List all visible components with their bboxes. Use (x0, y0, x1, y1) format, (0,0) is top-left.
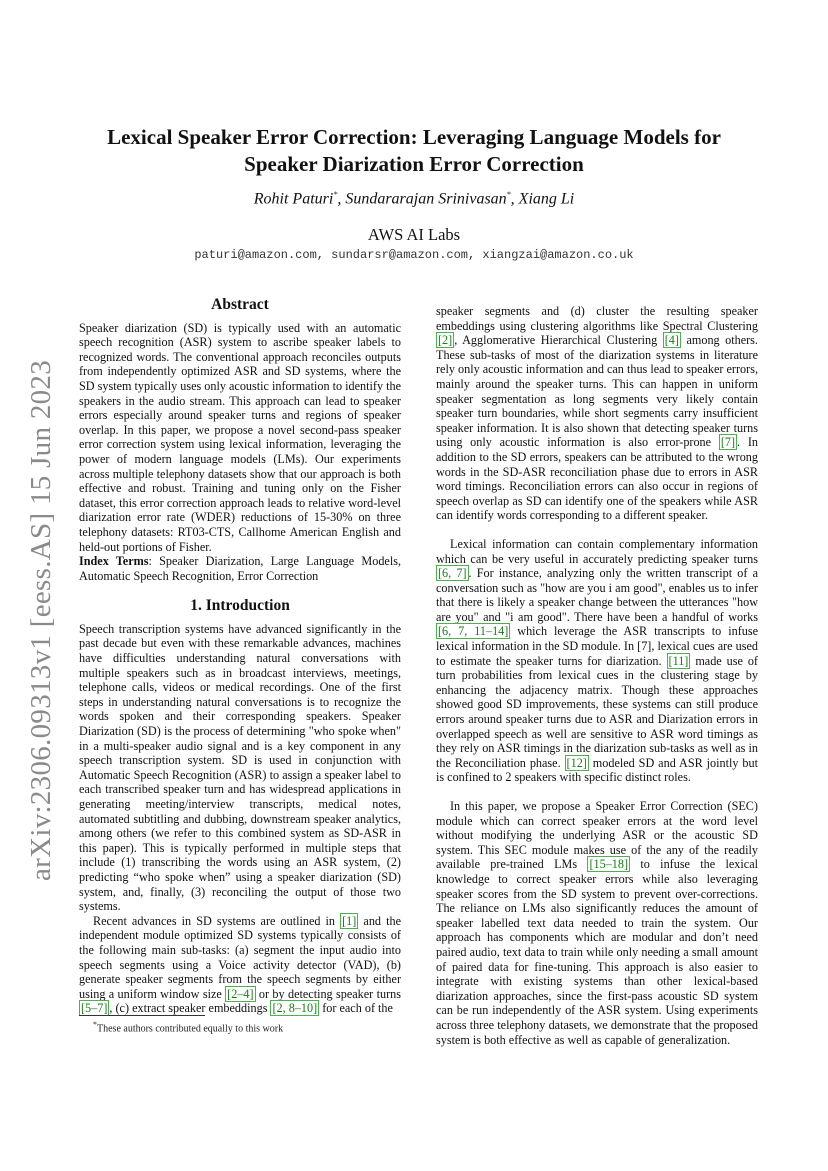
text-run: for each of the (319, 1001, 393, 1016)
text-run: made use of turn probabilities from lexical cues in the clustering stage by enhancing the adjacency matrix. Though these approaches showed good SD improvements, these systems can still produce errors around speaker turns due to ASR and Diarization errors in overlapped speech as well are sensitive to ASR word timings as they rely on ASR timings in the diarization sub-tasks as well as in the Reconciliation phase. (436, 653, 758, 770)
citation-link[interactable]: [2] (438, 333, 453, 348)
text-run: or by detecting speaker turns (255, 986, 401, 1001)
affiliation: AWS AI Labs (367, 225, 461, 244)
text-run: Lexical information can contain complementary information which can be very useful in accurately predicting speaker turns (436, 536, 758, 566)
left-column (79, 298, 401, 1016)
equal-contribution-mark: * (333, 190, 338, 199)
citation-link[interactable]: [12] (566, 755, 587, 770)
paper-title: Lexical Speaker Error Correction: Leveraging Language Models for Speaker Diarization Error Correction (107, 125, 721, 176)
text-run: speaker segments and (d) cluster the resulting speaker embeddings using clustering algorithms like Spectral Clustering (436, 304, 758, 333)
author-3: Xiang Li (518, 190, 575, 208)
right-paragraph-1 (436, 304, 758, 523)
citation-link[interactable]: [4] (664, 333, 679, 348)
intro-paragraph-1: Speech transcription systems have advanced significantly in the past decade but even with these remarkable advances, machines have difficulties understanding natural conversations with multiple speakers such as in broadcast interviews, meetings, telephone calls, videos or medical recordings. One of the first steps in understanding natural conversations is to recognize the words spoken and their corresponding speakers. Speaker Diarization (SD) is the process of determining "who spoke when" in a multi-speaker audio signal and is a key component in any speech transcription system. SD is used in conjunction with Automatic Speech Recognition (ASR) to assign a speaker label to each transcribed speaker turn and has widespread applications in generating meeting/interview transcripts, medical notes, automated subtitling and dubbing, downstream speaker analytics, among others (we refer to this combined system as SD-ASR in this paper). This is typically performed in multiple steps that include (1) transcribing the words using an ASR system, (2) predicting “who spoke when” using a speaker diarization (SD) system, and, finally, (3) reconciling the output of those two systems. (79, 621, 401, 914)
footnote-text: These authors contributed equally to this work (97, 1023, 284, 1035)
arxiv-id-text: arXiv:2306.09313v1 [eess.AS] 15 Jun 2023 (25, 359, 58, 881)
citation-link[interactable]: [11] (668, 653, 689, 668)
index-terms-label: Index Terms (79, 554, 149, 569)
author-1: Rohit Paturi (253, 190, 334, 208)
arxiv-side-identifier (22, 360, 62, 880)
text-run: and the independent module optimized SD systems typically consists of the following main sub-tasks: (a) segment the input audio into speech segments using a Voice activity detector (VAD), (b) generate speaker segments from the speech segments by either using a uniform window size (79, 913, 401, 1001)
citation-link[interactable]: [6, 7] (438, 566, 467, 581)
footnote-mark: * (93, 1020, 97, 1029)
text-run: among others. These sub-tasks of most of the diarization systems in literature rely only acoustic information and can thus lead to speaker errors, mainly around the speaker turns. This can happen in uniform speaker segmentation as long segments very likely contain speaker turn boundaries, while short segments carry insufficient speaker information. It is also shown that detecting speaker turns using only acoustic information is also error-prone (436, 333, 758, 450)
citation-link[interactable]: [15–18] (589, 857, 629, 872)
text-run: to infuse the lexical knowledge to correct speaker errors while also leveraging speaker scores from the SD system to prevent over-corrections. The reliance on LMs also significantly reduces the amount of speaker labelled text data needed to train the system. Our approach has components which are modular and don’t need paired audio, text data to train while only needing a small amount of paired data for fine-tuning. This approach is also easier to integrate with existing systems than other lexical-based diarization approaches, since the first-pass acoustic SD system can be run independently of the ASR system. Using experiments across three telephony datasets, we demonstrate that the proposed system is both effective as well as capable of generalization. (436, 857, 758, 1047)
right-paragraph-3 (436, 799, 758, 1047)
author-list: Rohit Paturi*, Sundararajan Srinivasan*, Xiang Li (253, 190, 575, 208)
text-run: Recent advances in SD systems are outlined in (93, 913, 341, 928)
citation-link[interactable]: [2–4] (227, 986, 254, 1001)
author-2: Sundararajan Srinivasan (345, 190, 507, 208)
text-run: which leverage the ASR transcripts to infuse lexical information in the SD module. In [7], lexical cues are used to estimate the speaker turns for diarization. (436, 624, 758, 668)
index-terms (79, 554, 401, 583)
right-column (436, 304, 758, 1047)
index-terms-text: : Speaker Diarization, Large Language Models, Automatic Speech Recognition, Error Correction (79, 554, 401, 583)
author-emails: paturi@amazon.com, sundarsr@amazon.com, xiangzai@amazon.co.uk (194, 248, 634, 262)
text-run: . In addition to the SD errors, speakers can be attributed to the wrong words in the SD-ASR reconciliation phase due to errors in ASR word timings. Reconciliation errors can also occur in regions of speech overlap as SD can identify one of the speakers while ASR can identify words corresponding to a different speaker. (436, 435, 758, 523)
citation-link[interactable]: [2, 8–10] (272, 1001, 318, 1016)
footnote-divider (79, 1015, 205, 1016)
text-run: . For instance, analyzing only the written transcript of a conversation such as "how are you i am good", enables us to infer that there is likely a speaker change between the utterances "how are you" and "i am good". There have been a handful of works (436, 566, 758, 624)
footnote (93, 1020, 283, 1034)
right-paragraph-2 (436, 537, 758, 785)
intro-heading: 1. Introduction (190, 597, 290, 615)
abstract-text: Speaker diarization (SD) is typically used with an automatic speech recognition (ASR) system to ascribe speaker labels to recognized words. The conventional approach reconciles outputs from independently optimized ASR and SD systems, where the SD system typically uses only acoustic information to identify the speakers in the audio stream. This approach can lead to speaker errors especially around speaker turns and regions of speaker overlap. In this paper, we propose a novel second-pass speaker error correction system using lexical information, leveraging the power of modern language models (LMs). Our experiments across multiple telephony datasets show that our approach is both effective and robust. Training and tuning only on the Fisher dataset, this error correction approach leads to relative word-level diarization error rate (WDER) reductions of 15-30% on three telephony datasets: RT03-CTS, Callhome American English and held-out portions of Fisher. (79, 320, 401, 554)
equal-contribution-mark: * (506, 190, 511, 199)
citation-link[interactable]: [7] (720, 435, 736, 450)
abstract-heading: Abstract (211, 296, 269, 313)
citation-link[interactable]: [1] (342, 913, 357, 928)
text-run: , Agglomerative Hierarchical Clustering (454, 333, 663, 348)
text-run: In this paper, we propose a Speaker Error Correction (SEC) module which can correct speaker errors at the word level without modifying the underlying ASR or the acoustic SD system. This SEC module makes use of the any of the readily available pre-trained LMs (436, 799, 758, 872)
citation-link[interactable]: [5–7] (81, 1001, 108, 1016)
text-run: , (c) extract speaker embeddings (109, 1001, 271, 1016)
citation-link[interactable]: [6, 7, 11–14] (438, 624, 509, 639)
intro-paragraph-2 (79, 914, 401, 1016)
text-run: modeled SD and ASR jointly but is confined to 2 speakers with specific distinct roles. (436, 755, 758, 785)
